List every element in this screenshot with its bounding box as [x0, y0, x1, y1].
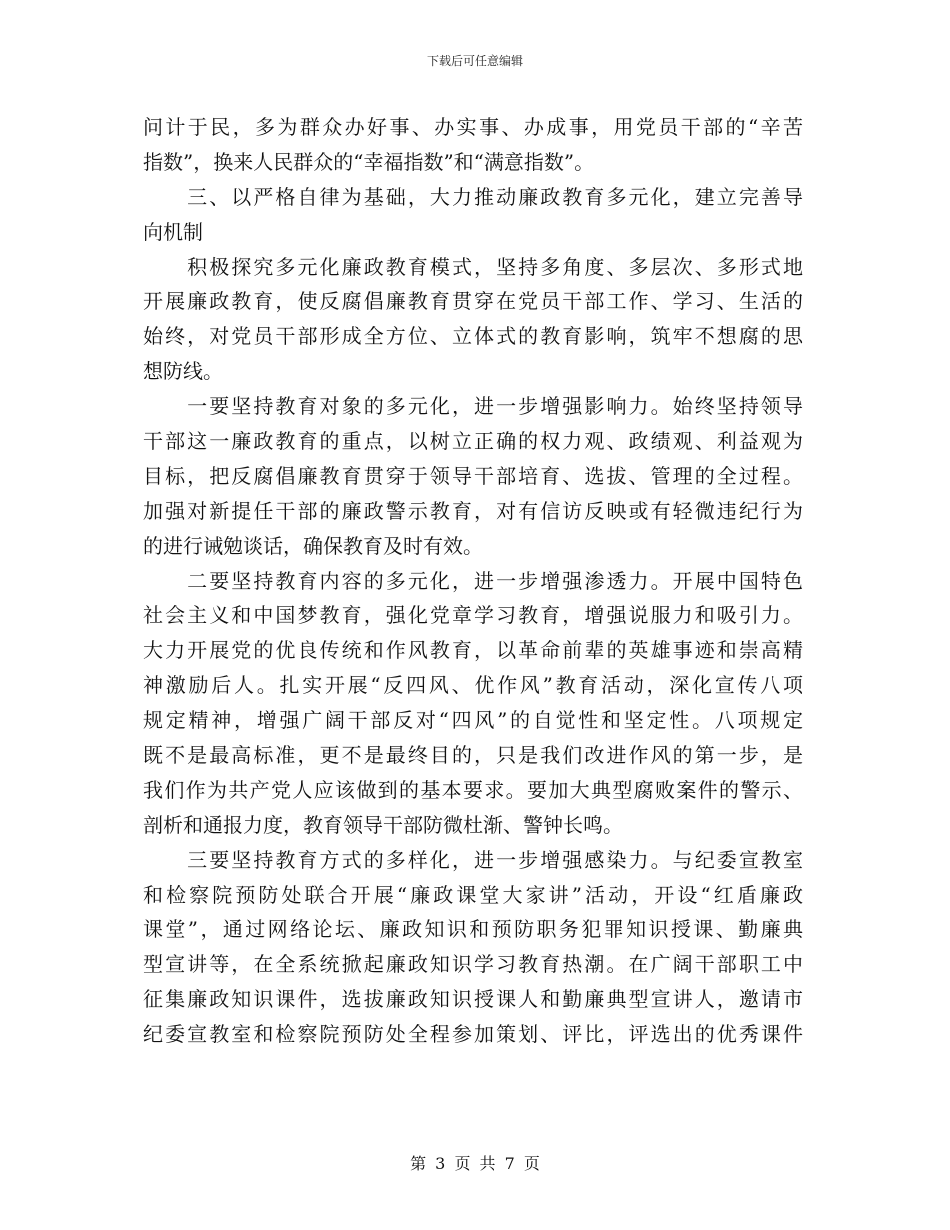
- document-body: [143, 110, 803, 1052]
- text-line: 指数”，换来人民群众的“幸福指数”和“满意指数”。: [143, 149, 595, 174]
- text-line: 加强对新提任干部的廉政警示教育，对有信访反映或有轻微违纪行为: [143, 498, 803, 523]
- text-line: 既不是最高标准，更不是最终目的，只是我们改进作风的第一步，是: [143, 743, 803, 768]
- text-line: 目标，把反腐倡廉教育贯穿于领导干部培育、选拔、管理的全过程。: [143, 463, 803, 488]
- text-line: 问计于民，多为群众办好事、办实事、办成事，用党员干部的“辛苦: [143, 115, 803, 139]
- text-line: 和检察院预防处联合开展“廉政课堂大家讲”活动，开设“红盾廉政: [143, 882, 803, 907]
- text-line: 剖析和通报力度，教育领导干部防微杜渐、警钟长鸣。: [143, 812, 623, 837]
- text-line: 开展廉政教育，使反腐倡廉教育贯穿在党员干部工作、学习、生活的: [143, 289, 803, 314]
- text-line: 我们作为共产党人应该做到的基本要求。要加大典型腐败案件的警示、: [143, 777, 803, 802]
- page-header-note: 下载后可任意编辑: [426, 54, 523, 68]
- text-line: 规定精神，增强广阔干部反对“四风”的自觉性和坚定性。八项规定: [143, 708, 803, 733]
- text-line: 课堂”，通过网络论坛、廉政知识和预防职务犯罪知识授课、勤廉典: [143, 917, 803, 942]
- text-line: 始终，对党员干部形成全方位、立体式的教育影响，筑牢不想腐的思: [143, 324, 803, 349]
- text-line: 型宣讲等，在全系统掀起廉政知识学习教育热潮。在广阔干部职工中: [143, 952, 803, 977]
- text-line: 神激励后人。扎实开展“反四风、优作风”教育活动，深化宣传八项: [143, 673, 803, 698]
- text-line: 一要坚持教育对象的多元化，进一步增强影响力。始终坚持领导: [143, 394, 803, 419]
- text-line: 纪委宣教室和检察院预防处全程参加策划、评比，评选出的优秀课件: [143, 1022, 803, 1047]
- text-line: 三要坚持教育方式的多样化，进一步增强感染力。与纪委宣教室: [143, 847, 803, 872]
- text-line: 社会主义和中国梦教育，强化党章学习教育，增强说服力和吸引力。: [143, 603, 803, 628]
- section-heading-line: 向机制: [143, 219, 203, 244]
- text-line: 二要坚持教育内容的多元化，进一步增强渗透力。开展中国特色: [143, 568, 803, 593]
- text-line: 想防线。: [143, 359, 223, 384]
- section-heading-line: 三、以严格自律为基础，大力推动廉政教育多元化，建立完善导: [143, 184, 803, 209]
- text-line: 大力开展党的优良传统和作风教育，以革命前辈的英雄事迹和崇高精: [143, 638, 803, 663]
- page-number: 第 3 页 共 7 页: [410, 1154, 540, 1173]
- text-line: 干部这一廉政教育的重点，以树立正确的权力观、政绩观、利益观为: [143, 429, 803, 454]
- text-line: 积极探究多元化廉政教育模式，坚持多角度、多层次、多形式地: [143, 254, 803, 279]
- text-line: 的进行诫勉谈话，确保教育及时有效。: [143, 533, 483, 558]
- text-line: 征集廉政知识课件，选拔廉政知识授课人和勤廉典型宣讲人，邀请市: [143, 987, 803, 1012]
